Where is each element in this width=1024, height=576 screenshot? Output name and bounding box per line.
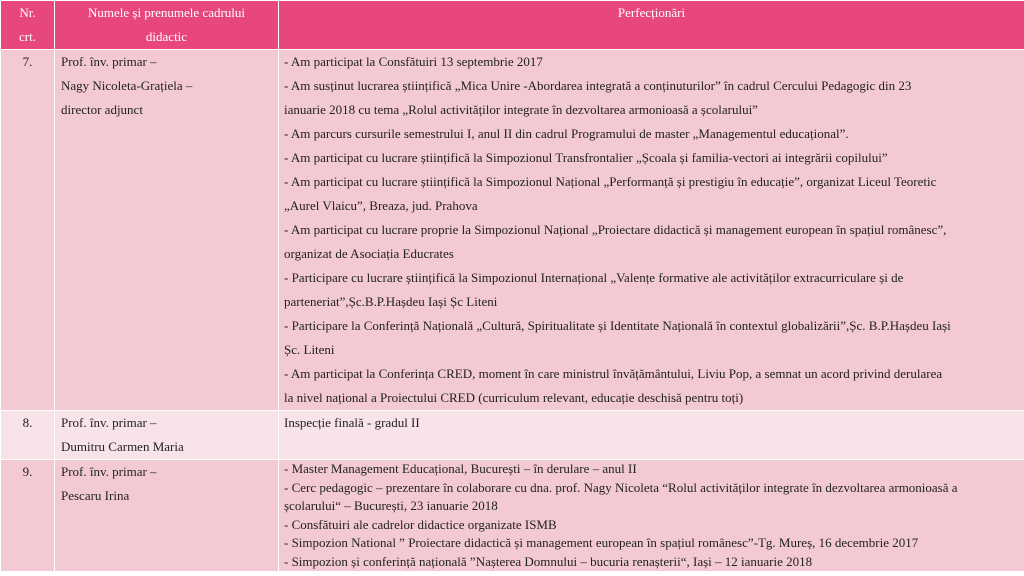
training-list bbox=[279, 460, 1024, 572]
header-perfectionari: Perfecționări bbox=[279, 1, 1024, 50]
training-item: - Participare cu lucrare științifică la Simpozionul Internațional „Valențe formative ale activităților extracurriculare și de bbox=[284, 270, 904, 285]
training-item: - Cerc pedagogic – prezentare în colaborare cu dna. prof. Nagy Nicoleta “Rolul activităților integrate în dezvoltarea armonioasă a bbox=[284, 479, 958, 495]
training-item: - Am parcurs cursurile semestrului I, anul II din cadrul Programului de master „Managementul educațional”. bbox=[284, 126, 849, 141]
training-item: - Simpozion și conferință națională ”Nașterea Domnului – bucuria renașterii“, Iași – 12 ianuarie 2018 bbox=[284, 553, 813, 569]
table-row bbox=[1, 460, 1024, 572]
training-item: - Am participat cu lucrare științifică la Simpozionul Național „Performanță și prestigiu în educație”, organizat Liceul Teoretic bbox=[284, 174, 937, 189]
row-number: 9. bbox=[1, 460, 55, 572]
training-item: - Consfătuiri ale cadrelor didactice organizate ISMB bbox=[284, 516, 557, 532]
training-item: parteneriat”,Șc.B.P.Hașdeu Iași Șc Liteni bbox=[284, 294, 498, 309]
training-item: - Master Management Educațional, București – în derulare – anul II bbox=[284, 461, 637, 476]
training-item: organizat de Asociația Educrates bbox=[284, 246, 454, 261]
training-item: - Am participat cu lucrare proprie la Simpozionul Național „Proiectare didactică și management european în spațiul românesc”, bbox=[284, 222, 947, 237]
training-item: - Am participat la Consfătuiri 13 septembrie 2017 bbox=[284, 54, 543, 69]
table-row bbox=[1, 411, 1024, 460]
training-item: Inspecție finală - gradul II bbox=[284, 415, 420, 430]
table-row bbox=[1, 50, 1024, 411]
training-item: - Simpozion National ” Proiectare didactică și management european în spațiul românesc”-Tg. Mureș, 16 decembrie 2017 bbox=[284, 535, 919, 550]
row-number: 8. bbox=[1, 411, 55, 460]
table-header-row bbox=[1, 1, 1024, 50]
training-item: ianuarie 2018 cu tema „Rolul activităților integrate în dezvoltarea armonioasă a școlarului” bbox=[284, 102, 758, 117]
teacher-name: Prof. înv. primar – Dumitru Carmen Maria bbox=[55, 411, 279, 460]
training-list bbox=[279, 50, 1024, 411]
training-item: - Am participat la Conferința CRED, moment în care ministrul învățământului, Liviu Pop, a semnat un acord privind derularea bbox=[284, 366, 943, 381]
training-item: - Am susținut lucrarea științifică „Mica Unire -Abordarea integrată a conținuturilor” în cadrul Cercului Pedagogic din 23 bbox=[284, 78, 912, 93]
training-list bbox=[279, 411, 1024, 460]
training-item: - Participare la Conferință Națională „Cultură, Spiritualitate și Identitate Națională în contextul globalizării”,Șc. B.P.Hașdeu Iași bbox=[284, 318, 951, 333]
teacher-name: Prof. înv. primar – Nagy Nicoleta-Grațiela – director adjunct bbox=[55, 50, 279, 411]
row-number: 7. bbox=[1, 50, 55, 411]
training-item: la nivel național a Proiectului CRED (curriculum relevant, educație deschisă pentru toți) bbox=[284, 390, 744, 405]
header-name: Numele și prenumele cadrului didactic bbox=[55, 1, 279, 50]
training-item: „Aurel Vlaicu”, Breaza, jud. Prahova bbox=[284, 198, 478, 213]
training-item: Șc. Liteni bbox=[284, 342, 335, 357]
teacher-name: Prof. înv. primar – Pescaru Irina bbox=[55, 460, 279, 572]
training-item: școlarului“ – București, 23 ianuarie 2018 bbox=[284, 498, 498, 513]
training-item: - Am participat cu lucrare științifică la Simpozionul Transfrontalier „Școala și familia-vectori ai integrării copilului” bbox=[284, 150, 888, 165]
header-nr: Nr. crt. bbox=[1, 1, 55, 50]
